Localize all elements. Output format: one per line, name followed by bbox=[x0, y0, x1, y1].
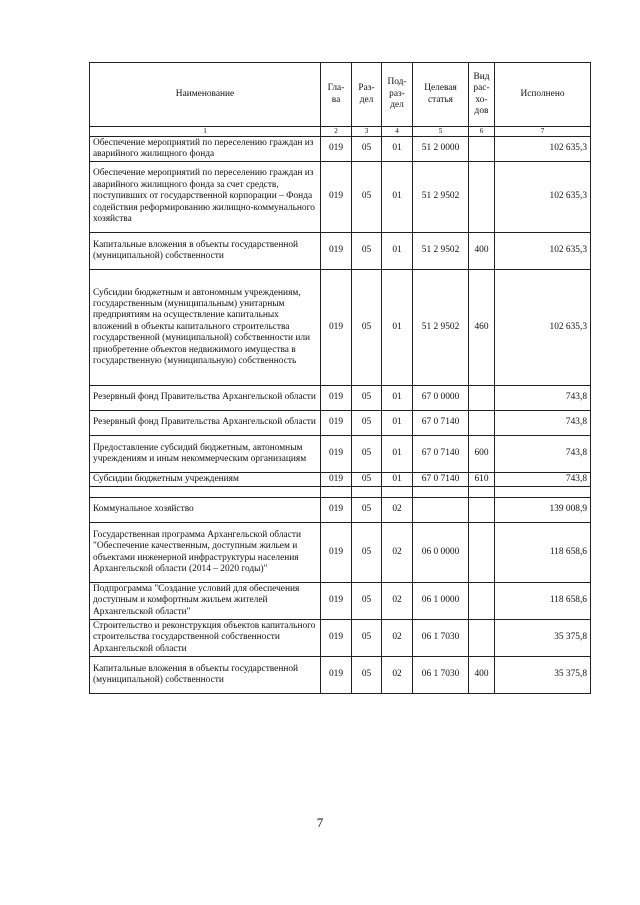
row-expense-type bbox=[469, 583, 495, 620]
row-expense-type bbox=[469, 498, 495, 523]
row-razdel: 05 bbox=[352, 233, 382, 270]
row-target-article: 06 1 7030 bbox=[413, 657, 469, 694]
row-podrazdel: 01 bbox=[382, 137, 413, 162]
table-row bbox=[90, 473, 591, 487]
row-expense-type bbox=[469, 620, 495, 657]
table-row bbox=[90, 436, 591, 473]
row-razdel: 05 bbox=[352, 162, 382, 233]
row-glava: 019 bbox=[321, 473, 352, 487]
row-target-article: 67 0 7140 bbox=[413, 411, 469, 436]
header-podrazdel: Под- раз- дел bbox=[382, 63, 413, 127]
row-glava: 019 bbox=[321, 411, 352, 436]
spacer-cell bbox=[413, 487, 469, 498]
table-row bbox=[90, 233, 591, 270]
row-expense-type: 600 bbox=[469, 436, 495, 473]
row-name: Субсидии бюджетным и автономным учреждениям, государственным (муниципальным) унитарным предприятиям на осуществление капитальных вложений в объекты капитального строительства государственной (муниципальной) собственности или приобретение объектов недвижимого имущества в государственную (муниципальную) собственность bbox=[90, 270, 321, 386]
row-target-article: 06 0 0000 bbox=[413, 523, 469, 583]
table-row bbox=[90, 620, 591, 657]
row-glava: 019 bbox=[321, 436, 352, 473]
table-row bbox=[90, 657, 591, 694]
table-row bbox=[90, 583, 591, 620]
column-number: 5 bbox=[413, 127, 469, 137]
row-podrazdel: 02 bbox=[382, 620, 413, 657]
row-razdel: 05 bbox=[352, 523, 382, 583]
row-executed-amount: 743,8 bbox=[495, 473, 591, 487]
row-glava: 019 bbox=[321, 523, 352, 583]
row-razdel: 05 bbox=[352, 620, 382, 657]
row-name: Государственная программа Архангельской области "Обеспечение качественным, доступным жильем и объектами инженерной инфраструктуры населения Архангельской области (2014 – 2020 годы)" bbox=[90, 523, 321, 583]
header-name: Наименование bbox=[90, 63, 321, 127]
row-executed-amount: 743,8 bbox=[495, 386, 591, 411]
row-target-article: 51 2 9502 bbox=[413, 162, 469, 233]
column-number: 2 bbox=[321, 127, 352, 137]
row-expense-type: 460 bbox=[469, 270, 495, 386]
row-glava: 019 bbox=[321, 583, 352, 620]
row-target-article: 51 2 9502 bbox=[413, 233, 469, 270]
row-podrazdel: 01 bbox=[382, 233, 413, 270]
row-expense-type bbox=[469, 523, 495, 583]
column-number: 7 bbox=[495, 127, 591, 137]
row-executed-amount: 139 008,9 bbox=[495, 498, 591, 523]
row-target-article: 51 2 9502 bbox=[413, 270, 469, 386]
row-target-article: 06 1 7030 bbox=[413, 620, 469, 657]
row-razdel: 05 bbox=[352, 386, 382, 411]
row-razdel: 05 bbox=[352, 657, 382, 694]
row-executed-amount: 743,8 bbox=[495, 411, 591, 436]
row-podrazdel: 01 bbox=[382, 411, 413, 436]
row-name: Подпрограмма "Создание условий для обеспечения доступным и комфортным жильем жителей Архангельской области" bbox=[90, 583, 321, 620]
row-expense-type: 400 bbox=[469, 657, 495, 694]
spacer-cell bbox=[382, 487, 413, 498]
row-name: Предоставление субсидий бюджетным, автономным учреждениям и иным некоммерческим организациям bbox=[90, 436, 321, 473]
row-glava: 019 bbox=[321, 657, 352, 694]
header-glava: Гла- ва bbox=[321, 63, 352, 127]
row-podrazdel: 02 bbox=[382, 498, 413, 523]
row-executed-amount: 102 635,3 bbox=[495, 270, 591, 386]
row-glava: 019 bbox=[321, 620, 352, 657]
table-row bbox=[90, 498, 591, 523]
spacer-cell bbox=[495, 487, 591, 498]
row-name: Коммунальное хозяйство bbox=[90, 498, 321, 523]
table-row bbox=[90, 137, 591, 162]
row-expense-type bbox=[469, 137, 495, 162]
header-razdel: Раз- дел bbox=[352, 63, 382, 127]
row-name: Капитальные вложения в объекты государственной (муниципальной) собственности bbox=[90, 657, 321, 694]
row-name: Строительство и реконструкция объектов капитального строительства государственной собственности Архангельской области bbox=[90, 620, 321, 657]
row-expense-type: 400 bbox=[469, 233, 495, 270]
row-podrazdel: 01 bbox=[382, 436, 413, 473]
row-razdel: 05 bbox=[352, 270, 382, 386]
header-expense-type: Вид рас- хо- дов bbox=[469, 63, 495, 127]
row-executed-amount: 102 635,3 bbox=[495, 162, 591, 233]
budget-table bbox=[89, 62, 591, 694]
row-expense-type: 610 bbox=[469, 473, 495, 487]
table-row bbox=[90, 386, 591, 411]
row-name: Субсидии бюджетным учреждениям bbox=[90, 473, 321, 487]
spacer-cell bbox=[321, 487, 352, 498]
row-name: Обеспечение мероприятий по переселению граждан из аварийного жилищного фонда bbox=[90, 137, 321, 162]
row-executed-amount: 743,8 bbox=[495, 436, 591, 473]
row-target-article: 51 2 0000 bbox=[413, 137, 469, 162]
column-number: 3 bbox=[352, 127, 382, 137]
row-podrazdel: 02 bbox=[382, 583, 413, 620]
column-number: 6 bbox=[469, 127, 495, 137]
column-number: 1 bbox=[90, 127, 321, 137]
spacer-cell bbox=[352, 487, 382, 498]
row-glava: 019 bbox=[321, 162, 352, 233]
table-row bbox=[90, 523, 591, 583]
row-glava: 019 bbox=[321, 137, 352, 162]
row-razdel: 05 bbox=[352, 137, 382, 162]
row-executed-amount: 102 635,3 bbox=[495, 233, 591, 270]
row-executed-amount: 35 375,8 bbox=[495, 657, 591, 694]
row-name: Обеспечение мероприятий по переселению граждан из аварийного жилищного фонда за счет средств, поступивших от государственной корпорации – Фонда содействия реформированию жилищно-коммунального хозяйства bbox=[90, 162, 321, 233]
column-number-row bbox=[90, 127, 591, 137]
column-number: 4 bbox=[382, 127, 413, 137]
row-razdel: 05 bbox=[352, 436, 382, 473]
row-razdel: 05 bbox=[352, 498, 382, 523]
row-name: Капитальные вложения в объекты государственной (муниципальной) собственности bbox=[90, 233, 321, 270]
row-podrazdel: 02 bbox=[382, 523, 413, 583]
row-podrazdel: 01 bbox=[382, 473, 413, 487]
row-target-article: 06 1 0000 bbox=[413, 583, 469, 620]
row-podrazdel: 01 bbox=[382, 270, 413, 386]
row-expense-type bbox=[469, 386, 495, 411]
row-target-article bbox=[413, 498, 469, 523]
row-glava: 019 bbox=[321, 386, 352, 411]
spacer-cell bbox=[90, 487, 321, 498]
row-expense-type bbox=[469, 162, 495, 233]
row-target-article: 67 0 0000 bbox=[413, 386, 469, 411]
row-podrazdel: 01 bbox=[382, 162, 413, 233]
row-executed-amount: 35 375,8 bbox=[495, 620, 591, 657]
spacer-row bbox=[90, 487, 591, 498]
table-row bbox=[90, 270, 591, 386]
row-target-article: 67 0 7140 bbox=[413, 473, 469, 487]
row-glava: 019 bbox=[321, 270, 352, 386]
row-target-article: 67 0 7140 bbox=[413, 436, 469, 473]
row-executed-amount: 102 635,3 bbox=[495, 137, 591, 162]
page-number: 7 bbox=[316, 815, 324, 830]
row-podrazdel: 01 bbox=[382, 386, 413, 411]
header-target-article: Целевая статья bbox=[413, 63, 469, 127]
row-name: Резервный фонд Правительства Архангельской области bbox=[90, 386, 321, 411]
row-expense-type bbox=[469, 411, 495, 436]
row-glava: 019 bbox=[321, 498, 352, 523]
row-executed-amount: 118 658,6 bbox=[495, 523, 591, 583]
row-executed-amount: 118 658,6 bbox=[495, 583, 591, 620]
header-executed: Исполнено bbox=[495, 63, 591, 127]
header-row bbox=[90, 63, 591, 127]
row-glava: 019 bbox=[321, 233, 352, 270]
spacer-cell bbox=[469, 487, 495, 498]
row-name: Резервный фонд Правительства Архангельской области bbox=[90, 411, 321, 436]
row-podrazdel: 02 bbox=[382, 657, 413, 694]
row-razdel: 05 bbox=[352, 473, 382, 487]
row-razdel: 05 bbox=[352, 583, 382, 620]
table-row bbox=[90, 411, 591, 436]
table-row bbox=[90, 162, 591, 233]
row-razdel: 05 bbox=[352, 411, 382, 436]
